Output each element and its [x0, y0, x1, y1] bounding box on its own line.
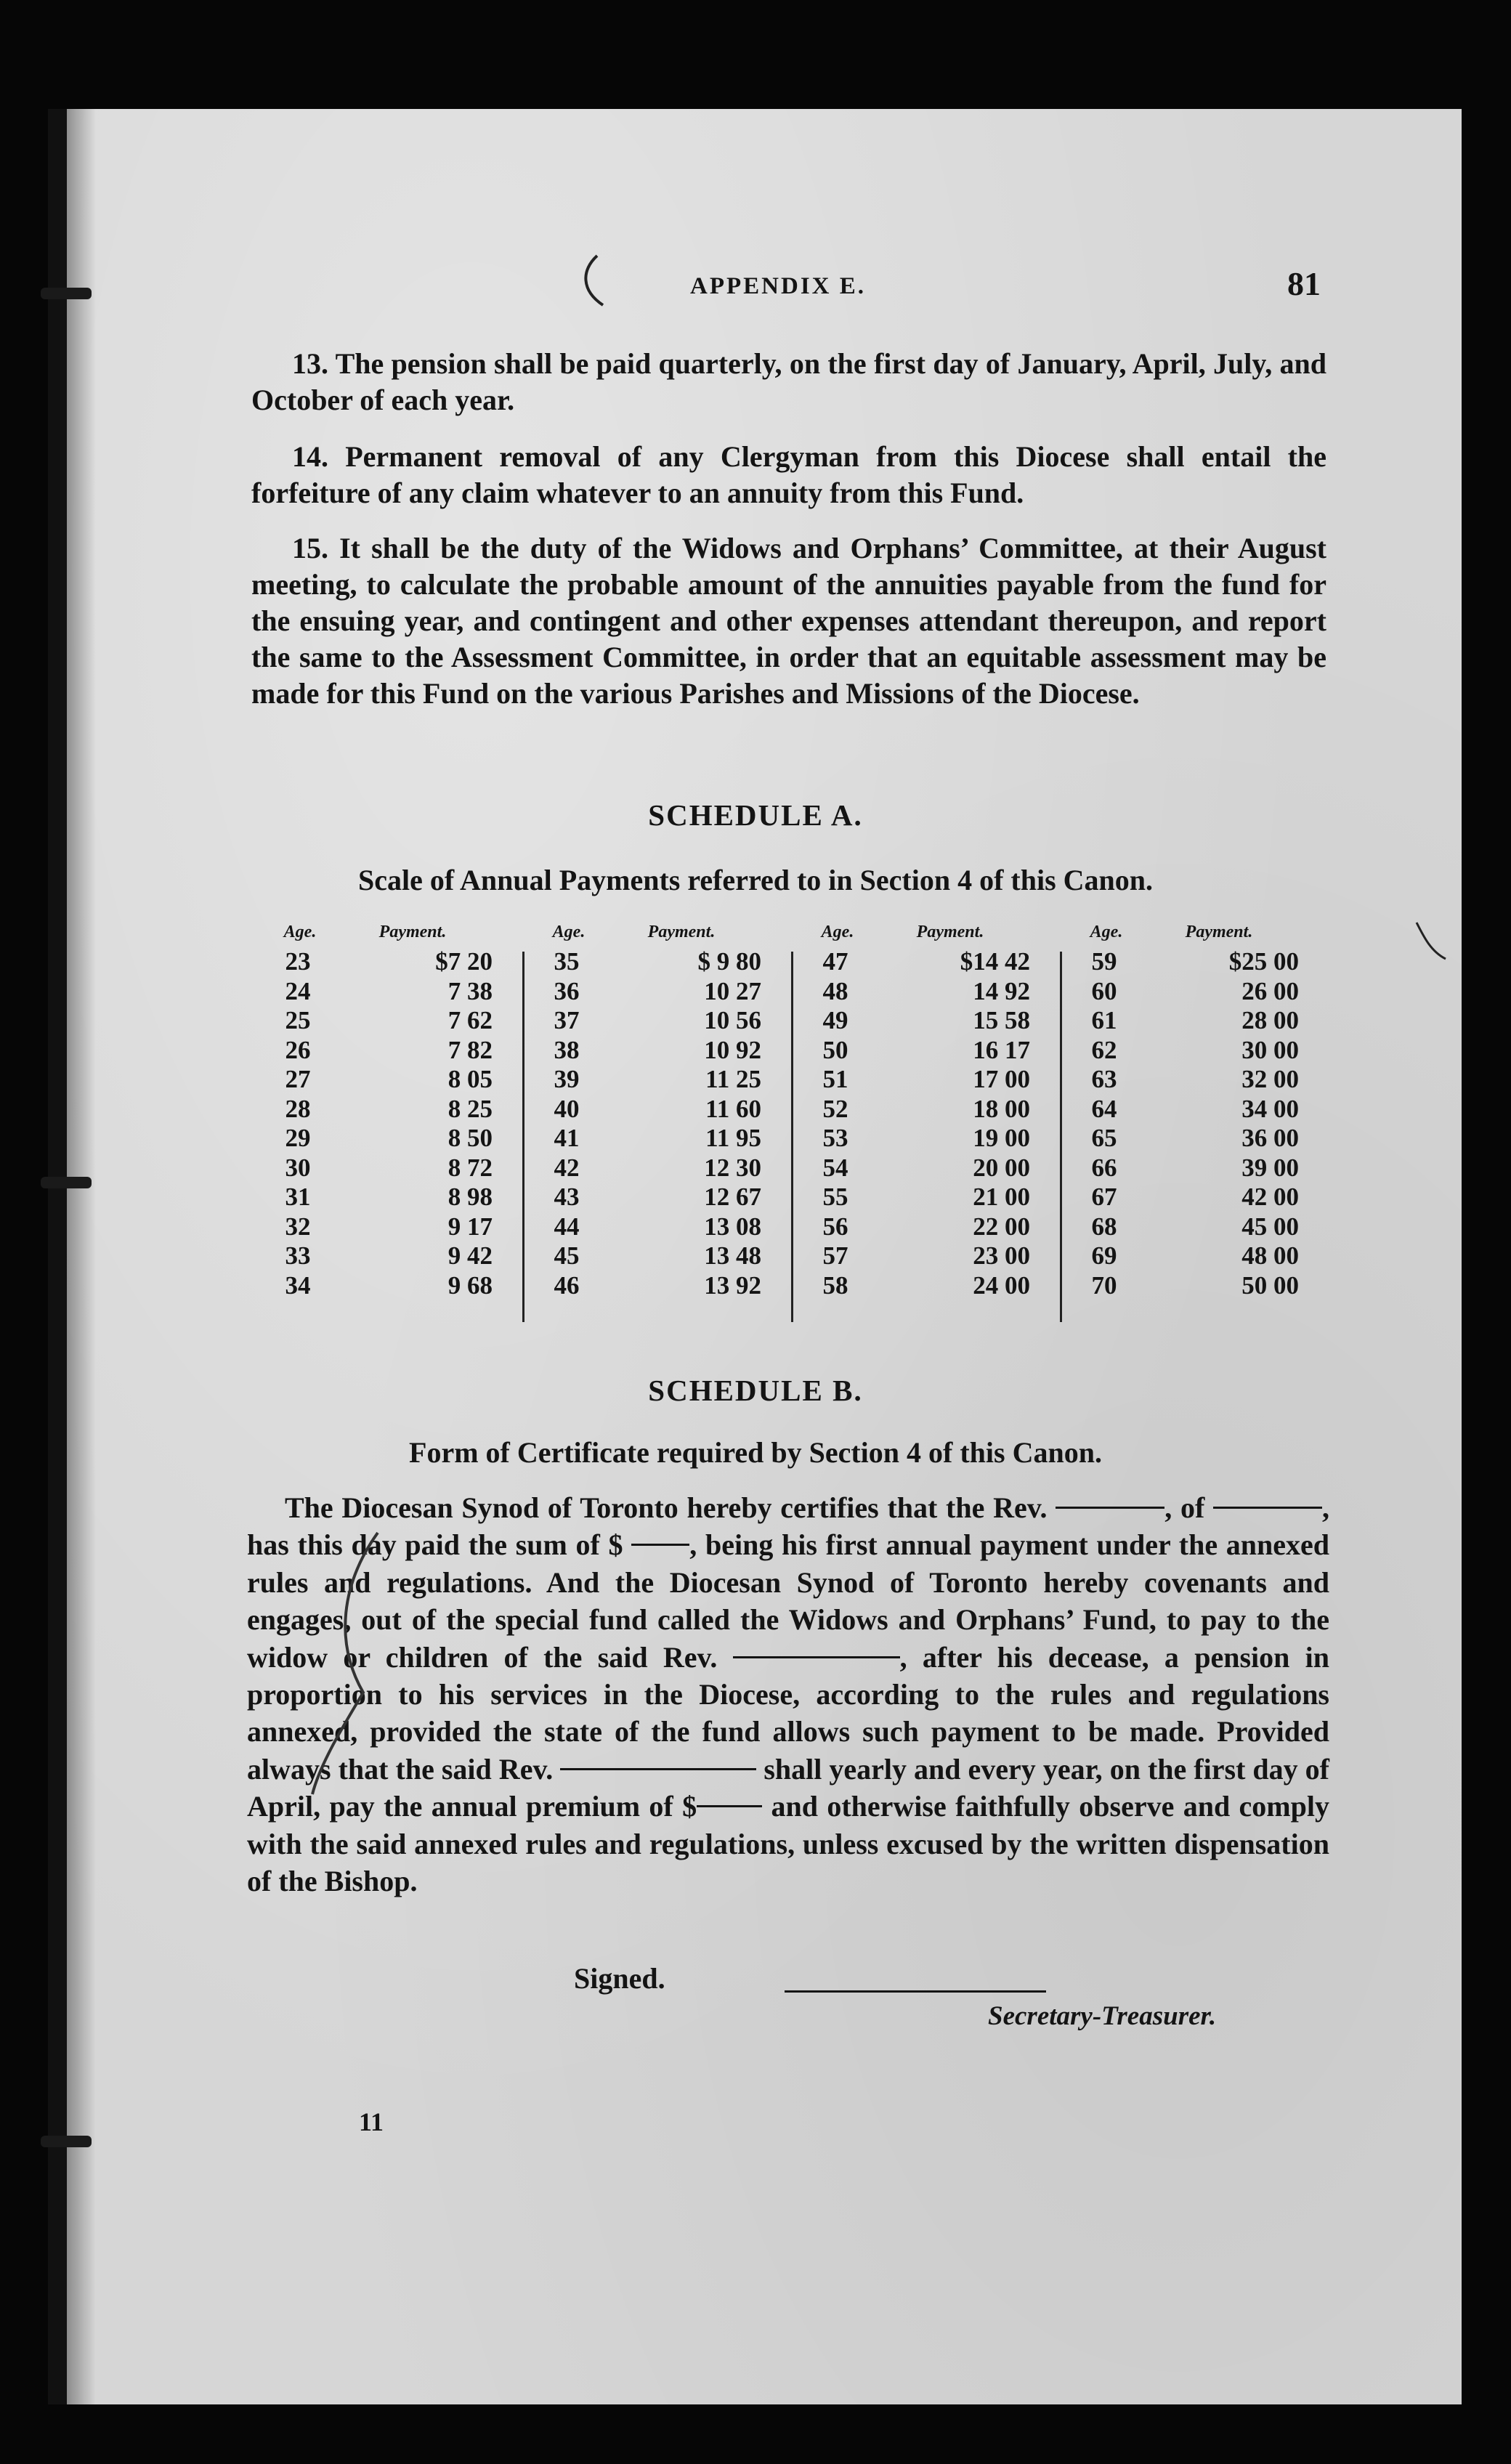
- age-cell: 43: [554, 1183, 580, 1211]
- payment-cell: 8 05: [447, 1065, 493, 1093]
- age-cell: 67: [1091, 1183, 1117, 1211]
- printer-signature-mark: 11: [359, 2107, 384, 2136]
- table-row: [529, 1241, 798, 1271]
- table-column-group: [1066, 923, 1335, 1329]
- table-row: [529, 1065, 798, 1095]
- age-cell: 44: [554, 1212, 580, 1241]
- age-cell: 37: [554, 1006, 580, 1034]
- paragraph-15: 15. It shall be the duty of the Widows and Orphans’ Committee, at their August meeting, to calculate the probable amount of the annuities payable from the fund for the ensuing year, and contingent and other expenses attendant thereupon, and report the same to the Assessment Committee, in order that an equitable assessment may be made for this Fund on the various Parishes and Missions of the Diocese.: [251, 532, 1326, 710]
- payment-cell: 42 00: [1241, 1183, 1299, 1211]
- table-row: [260, 1271, 529, 1301]
- age-cell: 28: [285, 1094, 311, 1123]
- age-cell: 46: [554, 1270, 580, 1300]
- table-row: [260, 1154, 529, 1183]
- payment-cell: 12 67: [704, 1183, 761, 1211]
- binding-stitch: [41, 2136, 92, 2147]
- table-column-group: [260, 923, 529, 1329]
- payment-cell: 11 95: [705, 1124, 761, 1152]
- certificate-text: shall yearly and every year, on the first day of April, pay the annual premium of $: [247, 1752, 1330, 1823]
- payment-cell: 7 38: [447, 976, 493, 1005]
- certificate-text: , has this day paid the sum of $: [247, 1491, 1330, 1562]
- payment-cell: 9 42: [447, 1241, 493, 1270]
- payment-cell: 17 00: [973, 1065, 1030, 1093]
- age-cell: 63: [1091, 1065, 1117, 1093]
- payment-cell: 24 00: [973, 1270, 1030, 1300]
- age-cell: 54: [822, 1153, 848, 1182]
- blank-clergyman-name[interactable]: [733, 1656, 900, 1658]
- table-row: [1066, 1154, 1335, 1183]
- table-row: [1066, 1065, 1335, 1095]
- schedule-b-title: SCHEDULE B.: [648, 1374, 863, 1407]
- table-row: [260, 1065, 529, 1095]
- age-cell: 25: [285, 1006, 311, 1034]
- table-row: [1066, 1036, 1335, 1066]
- table-row: [260, 977, 529, 1007]
- table-row: [798, 1183, 1066, 1212]
- schedule-a-subtitle: Scale of Annual Payments referred to in Section 4 of this Canon.: [357, 864, 1154, 896]
- table-row: [798, 1154, 1066, 1183]
- age-cell: 27: [285, 1065, 311, 1093]
- page-header: [0, 265, 1511, 312]
- payment-cell: 10 92: [704, 1035, 761, 1064]
- age-cell: 26: [285, 1035, 311, 1064]
- age-cell: 32: [285, 1212, 311, 1241]
- certificate-form: [247, 1489, 1329, 1900]
- payment-cell: 9 68: [447, 1270, 493, 1300]
- payment-cell: 15 58: [973, 1006, 1030, 1034]
- table-row: [260, 1006, 529, 1036]
- age-cell: 47: [822, 947, 848, 976]
- blank-clergyman-name[interactable]: [1056, 1507, 1164, 1509]
- payment-cell: 13 48: [704, 1241, 761, 1270]
- table-row: [798, 1124, 1066, 1154]
- payment-cell: 8 72: [447, 1153, 493, 1182]
- age-cell: 53: [822, 1124, 848, 1152]
- table-row: [1066, 1006, 1335, 1036]
- table-row: [798, 1036, 1066, 1066]
- age-cell: 31: [285, 1183, 311, 1211]
- age-cell: 56: [822, 1212, 848, 1241]
- table-row: [529, 1271, 798, 1301]
- blank-premium[interactable]: [697, 1805, 762, 1807]
- payment-cell: 20 00: [973, 1153, 1030, 1182]
- table-row: [260, 1095, 529, 1124]
- payment-cell: 10 27: [704, 976, 761, 1005]
- table-rows: [1066, 947, 1335, 1300]
- payment-cell: 28 00: [1241, 1006, 1299, 1034]
- table-row: [260, 1212, 529, 1242]
- column-divider: [1060, 952, 1062, 1322]
- table-row: [260, 1036, 529, 1066]
- paragraph-13: 13. The pension shall be paid quarterly, on the first day of January, April, July, and October of each year.: [251, 347, 1326, 416]
- payment-cell: 8 50: [447, 1124, 493, 1152]
- age-cell: 41: [554, 1124, 580, 1152]
- age-cell: 55: [822, 1183, 848, 1211]
- payment-cell: 39 00: [1241, 1153, 1299, 1182]
- table-rows: [798, 947, 1066, 1300]
- table-row: [798, 947, 1066, 977]
- blank-parish[interactable]: [1213, 1507, 1322, 1509]
- payment-cell: 23 00: [973, 1241, 1030, 1270]
- age-cell: 70: [1091, 1270, 1117, 1300]
- column-divider: [791, 952, 793, 1322]
- column-divider: [522, 952, 524, 1322]
- payment-cell: 11 25: [705, 1065, 761, 1093]
- age-cell: 68: [1091, 1212, 1117, 1241]
- col-header-payment: Payment.: [378, 923, 447, 941]
- age-cell: 62: [1091, 1035, 1117, 1064]
- table-row: [1066, 1124, 1335, 1154]
- payment-cell: 7 82: [447, 1035, 493, 1064]
- table-row: [798, 1271, 1066, 1301]
- signed-label: Signed.: [574, 1962, 665, 1995]
- age-cell: 30: [285, 1153, 311, 1182]
- payment-cell: $7 20: [435, 947, 493, 976]
- age-cell: 59: [1091, 947, 1117, 976]
- age-cell: 38: [554, 1035, 580, 1064]
- blank-amount[interactable]: [631, 1544, 689, 1546]
- age-cell: 23: [285, 947, 311, 976]
- col-header-age: Age.: [821, 923, 854, 941]
- table-row: [798, 1241, 1066, 1271]
- certificate-text: , after his decease, a pension in proportion to his services in the Diocese, according to the rules and regulations annexed, provided the state of the fund allows such payment to be made. Provided always that the said Rev.: [247, 1640, 1330, 1786]
- age-cell: 51: [822, 1065, 848, 1093]
- table-row: [529, 1095, 798, 1124]
- binding-shadow: [67, 109, 96, 2404]
- age-cell: 42: [554, 1153, 580, 1182]
- table-row: [798, 1212, 1066, 1242]
- col-header-age: Age.: [283, 923, 317, 941]
- table-column-group: [798, 923, 1066, 1329]
- col-header-age: Age.: [552, 923, 586, 941]
- age-cell: 36: [554, 976, 580, 1005]
- payment-cell: 11 60: [705, 1094, 761, 1123]
- payment-cell: 10 56: [704, 1006, 761, 1034]
- binding-edge: [48, 109, 67, 2404]
- age-cell: 57: [822, 1241, 848, 1270]
- payment-cell: 8 25: [447, 1094, 493, 1123]
- age-cell: 35: [554, 947, 580, 976]
- age-cell: 49: [822, 1006, 848, 1034]
- table-row: [529, 1006, 798, 1036]
- payment-cell: 13 92: [704, 1270, 761, 1300]
- payment-cell: 45 00: [1241, 1212, 1299, 1241]
- page-number: 81: [1287, 265, 1321, 302]
- age-cell: 34: [285, 1270, 311, 1300]
- age-cell: 64: [1091, 1094, 1117, 1123]
- age-cell: 52: [822, 1094, 848, 1123]
- binding-stitch: [41, 1177, 92, 1188]
- col-header-payment: Payment.: [1185, 923, 1253, 941]
- payment-cell: 19 00: [973, 1124, 1030, 1152]
- payment-cell: 12 30: [704, 1153, 761, 1182]
- table-rows: [529, 947, 798, 1300]
- age-cell: 24: [285, 976, 311, 1005]
- age-cell: 65: [1091, 1124, 1117, 1152]
- payment-cell: 16 17: [973, 1035, 1030, 1064]
- signature-line[interactable]: [785, 1990, 1046, 1993]
- certificate-text: The Diocesan Synod of Toronto hereby certifies that the Rev.: [285, 1491, 1048, 1524]
- table-row: [529, 1036, 798, 1066]
- age-cell: 29: [285, 1124, 311, 1152]
- payment-cell: $25 00: [1228, 947, 1299, 976]
- paragraph-14: 14. Permanent removal of any Clergyman from this Diocese shall entail the forfeiture of any claim whatever to an annuity from this Fund.: [251, 440, 1326, 509]
- table-row: [1066, 1271, 1335, 1301]
- running-head: APPENDIX E.: [690, 273, 867, 299]
- table-row: [1066, 1183, 1335, 1212]
- payment-cell: $14 42: [960, 947, 1030, 976]
- table-row: [260, 1241, 529, 1271]
- payment-cell: 48 00: [1241, 1241, 1299, 1270]
- age-cell: 40: [554, 1094, 580, 1123]
- table-row: [798, 977, 1066, 1007]
- payment-cell: 21 00: [973, 1183, 1030, 1211]
- age-cell: 50: [822, 1035, 848, 1064]
- age-cell: 48: [822, 976, 848, 1005]
- payment-cell: 30 00: [1241, 1035, 1299, 1064]
- payment-cell: $ 9 80: [697, 947, 761, 976]
- certificate-text: , of: [1164, 1491, 1205, 1524]
- table-row: [529, 1124, 798, 1154]
- payment-cell: 9 17: [447, 1212, 493, 1241]
- payment-cell: 14 92: [973, 976, 1030, 1005]
- payment-cell: 22 00: [973, 1212, 1030, 1241]
- payment-cell: 7 62: [447, 1006, 493, 1034]
- age-cell: 33: [285, 1241, 311, 1270]
- payment-cell: 36 00: [1241, 1124, 1299, 1152]
- schedule-b-subtitle: Form of Certificate required by Section 4 of this Canon.: [409, 1436, 1102, 1469]
- col-header-age: Age.: [1090, 923, 1123, 941]
- age-cell: 69: [1091, 1241, 1117, 1270]
- secretary-treasurer-label: Secretary-Treasurer.: [988, 2001, 1217, 2031]
- payment-cell: 13 08: [704, 1212, 761, 1241]
- blank-clergyman-name[interactable]: [560, 1768, 756, 1770]
- table-row: [798, 1006, 1066, 1036]
- payment-cell: 50 00: [1241, 1270, 1299, 1300]
- table-row: [1066, 947, 1335, 977]
- payment-cell: 34 00: [1241, 1094, 1299, 1123]
- payment-cell: 8 98: [447, 1183, 493, 1211]
- age-cell: 45: [554, 1241, 580, 1270]
- table-column-group: [529, 923, 798, 1329]
- table-row: [529, 1154, 798, 1183]
- table-row: [260, 1124, 529, 1154]
- payment-scale-table: [260, 923, 1335, 1329]
- schedule-a-title: SCHEDULE A.: [648, 798, 863, 832]
- table-row: [798, 1095, 1066, 1124]
- table-row: [529, 947, 798, 977]
- table-row: [1066, 977, 1335, 1007]
- age-cell: 58: [822, 1270, 848, 1300]
- col-header-payment: Payment.: [916, 923, 984, 941]
- table-row: [260, 1183, 529, 1212]
- payment-cell: 26 00: [1241, 976, 1299, 1005]
- table-row: [1066, 1095, 1335, 1124]
- certificate-text: , being his first annual payment under the annexed rules and regulations. And the Diocesan Synod of Toronto hereby covenants and engages, out of the special fund called the Widows and Orphans’ Fund, to pay to the widow or children of the said Rev.: [247, 1528, 1330, 1674]
- table-row: [260, 947, 529, 977]
- table-row: [529, 1183, 798, 1212]
- payment-cell: 18 00: [973, 1094, 1030, 1123]
- age-cell: 39: [554, 1065, 580, 1093]
- age-cell: 66: [1091, 1153, 1117, 1182]
- table-row: [1066, 1212, 1335, 1242]
- table-row: [529, 1212, 798, 1242]
- table-row: [1066, 1241, 1335, 1271]
- table-rows: [260, 947, 529, 1300]
- table-row: [798, 1065, 1066, 1095]
- payment-cell: 32 00: [1241, 1065, 1299, 1093]
- age-cell: 61: [1091, 1006, 1117, 1034]
- certificate-text: and otherwise faithfully observe and comply with the said annexed rules and regulations, unless excused by the written dispensation of the Bishop.: [247, 1790, 1329, 1898]
- age-cell: 60: [1091, 976, 1117, 1005]
- table-row: [529, 977, 798, 1007]
- col-header-payment: Payment.: [647, 923, 716, 941]
